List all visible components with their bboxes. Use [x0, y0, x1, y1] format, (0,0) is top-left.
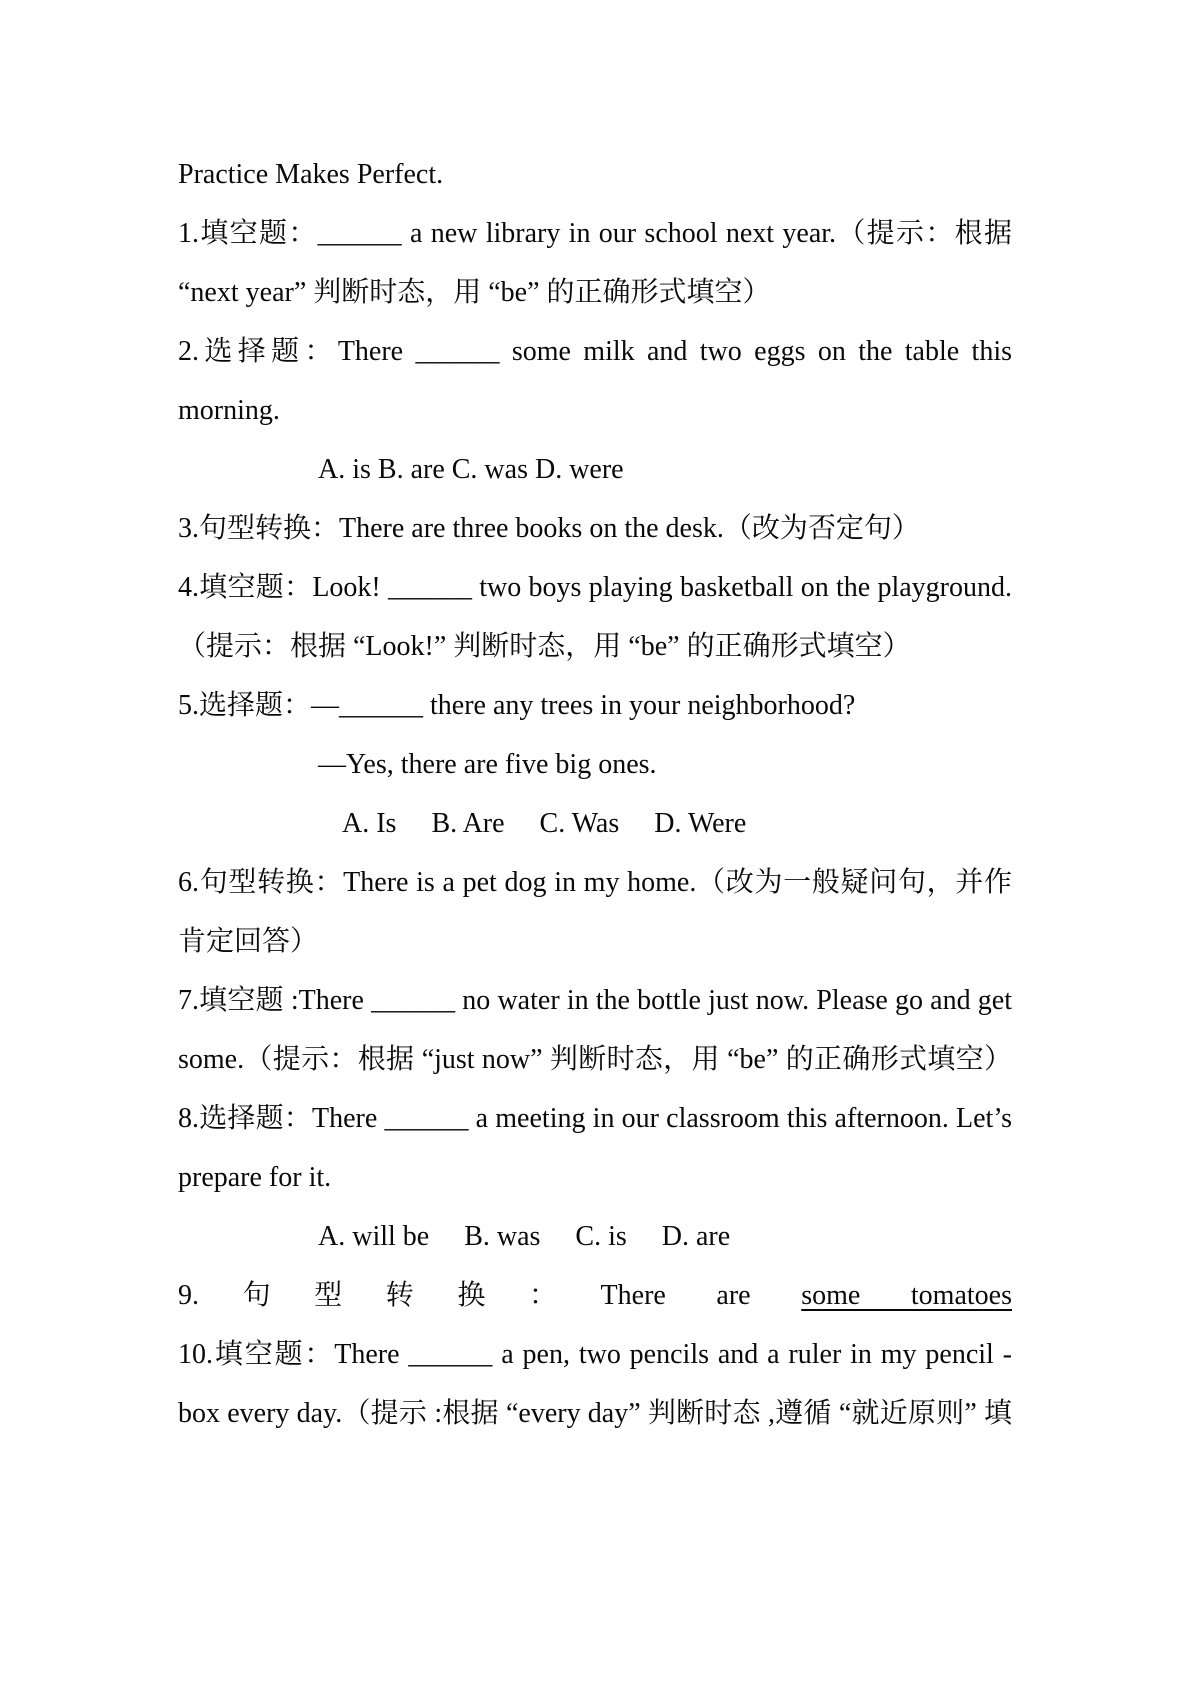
q9-line	[178, 1266, 1012, 1325]
q5-line1: 5.选择题：—______ there any trees in your neighborhood?	[178, 690, 856, 721]
q8-line1: 8.选择题：There ______ a meeting in our classroom this afternoon. Let’s	[178, 1103, 1012, 1134]
q9-underlined-phrase: some tomatoes	[801, 1280, 1012, 1311]
q5-answer: —Yes, there are five big ones.	[318, 749, 657, 780]
q3-line: 3.句型转换：There are three books on the desk.（改为否定句）	[178, 513, 920, 544]
q2-line1: 2.选择题：There ______ some milk and two eggs on the table this	[178, 336, 1012, 367]
q10-line2: box every day.（提示 :根据 “every day” 判断时态 ,遵循 “就近原则” 填	[178, 1398, 1012, 1429]
q6-line1: 6.句型转换：There is a pet dog in my home.（改为一般疑问句，并作	[178, 867, 1012, 898]
q7-line1: 7.填空题 :There ______ no water in the bottle just now. Please go and get	[178, 985, 1012, 1016]
q5-options: A. Is B. Are C. Was D. Were	[342, 808, 747, 839]
q2-line2: morning.	[178, 395, 280, 426]
q6-line2: 肯定回答）	[178, 926, 319, 957]
q2-options: A. is B. are C. was D. were	[318, 454, 624, 485]
q8-options: A. will be B. was C. is D. are	[318, 1221, 731, 1252]
worksheet-title: Practice Makes Perfect.	[178, 159, 444, 190]
q8-line2: prepare for it.	[178, 1162, 332, 1193]
q10-line1: 10.填空题：There ______ a pen, two pencils and a ruler in my pencil -	[178, 1339, 1012, 1370]
q4-line1: 4.填空题：Look! ______ two boys playing basketball on the playground.	[178, 572, 1012, 603]
q9-prefix: 9.句型转换：There are	[178, 1280, 802, 1311]
q7-line2: some.（提示：根据 “just now” 判断时态，用 “be” 的正确形式填空）	[178, 1044, 1012, 1075]
q4-line2: （提示：根据 “Look!” 判断时态，用 “be” 的正确形式填空）	[178, 631, 911, 662]
q1-line2: “next year” 判断时态，用 “be” 的正确形式填空）	[178, 277, 771, 308]
q1-line1: 1.填空题：______ a new library in our school next year.（提示：根据	[178, 218, 1012, 249]
